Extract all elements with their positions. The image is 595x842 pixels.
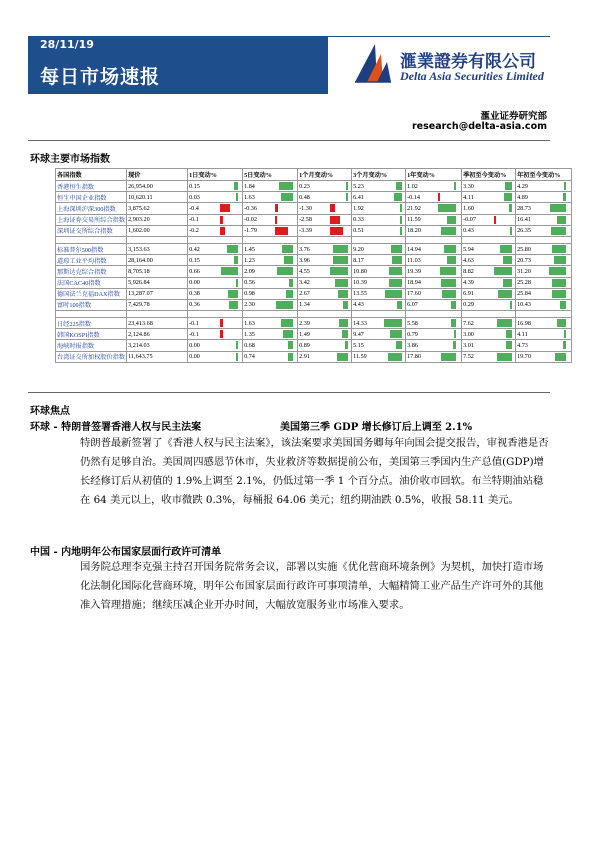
change-cell-m3: 10.39 <box>352 277 406 288</box>
positive-change-bar <box>564 182 566 190</box>
change-cell-qtd: 3.30 <box>462 181 516 192</box>
column-header: 5日变动% <box>243 169 298 181</box>
change-cell-d5: 2.09 <box>243 266 298 277</box>
group-spacer <box>56 236 572 243</box>
table-row <box>56 214 572 225</box>
change-cell-y1: 5.58 <box>406 318 462 329</box>
company-logo-icon <box>353 42 393 84</box>
negative-change-bar <box>330 216 340 224</box>
change-cell-qtd: 4.39 <box>462 277 516 288</box>
change-cell-qtd: 4.11 <box>462 192 516 203</box>
change-cell-ytd: 26.35 <box>516 225 572 236</box>
change-cell-qtd: 6.91 <box>462 288 516 299</box>
positive-change-bar <box>551 227 566 235</box>
change-cell-m1: -3.39 <box>298 225 352 236</box>
index-name: 那斯达克综合指数 <box>56 266 127 277</box>
change-cell-m3: 4.43 <box>352 299 406 310</box>
positive-change-bar <box>497 353 512 361</box>
change-cell-d1: 0.00 <box>188 277 243 288</box>
global-heading: 环球 - 特朗普签署香港人权与民主法案 <box>30 422 202 433</box>
change-cell-m3: 9.47 <box>352 329 406 340</box>
global-body: 特朗普最新签署了《香港人权与民主法案》，该法案要求美国国务卿每年向国会提交报告，审视香港是否仍然有足够自治。美国周四感恩节休市，失业救济等数据提前公布，美国第三季国内生产总值(GDP)增长经修订后从初值的 1.9%上调至 2.1%，仍低过第一季 1 个百分点。油价收市回软。布兰特期油站稳在 64 美元以上，收市微跌 0.3%，每桶报 64.06 美元；纽约期油跌 0.5%，收报 58.11 美元。 <box>80 437 549 506</box>
negative-change-bar <box>220 227 225 235</box>
positive-change-bar <box>441 279 456 287</box>
index-name: 韩国KOSPI指数 <box>56 329 127 340</box>
positive-change-bar <box>552 279 566 287</box>
change-cell-y1: 1.02 <box>406 181 462 192</box>
column-header: 现价 <box>127 169 188 181</box>
negative-change-bar <box>330 227 343 235</box>
positive-change-bar <box>236 279 238 287</box>
markets-title: 环球主要市场指数 <box>30 154 110 165</box>
negative-change-bar <box>220 204 230 212</box>
negative-change-bar <box>220 319 223 327</box>
index-name: 恒生中国企业指数 <box>56 192 127 203</box>
index-price: 10,620.11 <box>127 192 188 203</box>
change-cell-d1: 0.15 <box>188 181 243 192</box>
column-header: 1个月变动% <box>298 169 352 181</box>
change-cell-y1: -0.14 <box>406 192 462 203</box>
table-row <box>56 299 572 310</box>
positive-change-bar <box>510 227 512 235</box>
index-name: 深圳证交所综合指数 <box>56 225 127 236</box>
positive-change-bar <box>284 256 293 264</box>
change-cell-d5: 1.35 <box>243 329 298 340</box>
positive-change-bar <box>286 290 293 298</box>
change-cell-qtd: 3.00 <box>462 329 516 340</box>
positive-change-bar <box>343 301 348 309</box>
index-price: 8,705.18 <box>127 266 188 277</box>
index-price: 26,954.00 <box>127 181 188 192</box>
change-cell-qtd: 7.62 <box>462 318 516 329</box>
positive-change-bar <box>506 341 512 349</box>
report-header <box>28 36 550 94</box>
change-cell-ytd: 4.89 <box>516 192 572 203</box>
change-cell-y1: 17.80 <box>406 351 462 362</box>
positive-change-bar <box>563 193 566 201</box>
column-header: 1日变动% <box>188 169 243 181</box>
positive-change-bar <box>504 193 512 201</box>
index-name: 德国法兰克福DAX指数 <box>56 288 127 299</box>
positive-change-bar <box>288 353 294 361</box>
positive-change-bar <box>447 256 456 264</box>
change-cell-ytd: 25.28 <box>516 277 572 288</box>
change-cell-m3: 9.20 <box>352 243 406 254</box>
positive-change-bar <box>441 227 456 235</box>
positive-change-bar <box>236 193 238 201</box>
positive-change-bar <box>552 290 567 298</box>
change-cell-d1: 0.15 <box>188 255 243 266</box>
positive-change-bar <box>549 267 567 275</box>
positive-change-bar <box>234 256 238 264</box>
index-name: 道琼工业平均指数 <box>56 255 127 266</box>
group-spacer <box>56 311 572 318</box>
positive-change-bar <box>506 330 512 338</box>
positive-change-bar <box>441 353 456 361</box>
change-cell-m1: 3.76 <box>298 243 352 254</box>
research-dept: 滙业证券研究部 <box>480 111 547 122</box>
positive-change-bar <box>289 279 293 287</box>
index-name: 香港恒生指数 <box>56 181 127 192</box>
table-row <box>56 243 572 254</box>
index-name: 上海证券交易所综合指数 <box>56 214 127 225</box>
positive-change-bar <box>283 330 293 338</box>
index-price: 1,602.00 <box>127 225 188 236</box>
change-cell-qtd: -0.07 <box>462 214 516 225</box>
change-cell-ytd: 19.70 <box>516 351 572 362</box>
negative-change-bar <box>275 216 277 224</box>
change-cell-qtd: 3.01 <box>462 340 516 351</box>
positive-change-bar <box>503 256 512 264</box>
table-row <box>56 225 572 236</box>
change-cell-m1: 2.39 <box>298 318 352 329</box>
change-cell-d1: -0.1 <box>188 214 243 225</box>
index-name: 上海深圳沪深300指数 <box>56 203 127 214</box>
index-name: 日经225指数 <box>56 318 127 329</box>
positive-change-bar <box>389 267 402 275</box>
change-cell-m1: 1.34 <box>298 299 352 310</box>
change-cell-d1: -0.2 <box>188 225 243 236</box>
change-cell-y1: 11.59 <box>406 214 462 225</box>
change-cell-d5: 0.68 <box>243 340 298 351</box>
change-cell-qtd: 5.94 <box>462 243 516 254</box>
change-cell-m3: 6.41 <box>352 192 406 203</box>
change-cell-d1: 0.36 <box>188 299 243 310</box>
china-heading: 中国 - 内地明年公布国家层面行政许可清单 <box>30 547 222 558</box>
positive-change-bar <box>494 267 512 275</box>
positive-change-bar <box>563 341 566 349</box>
positive-change-bar <box>391 245 402 253</box>
positive-change-bar <box>282 245 293 253</box>
positive-change-bar <box>236 353 238 361</box>
positive-change-bar <box>510 301 512 309</box>
positive-change-bar <box>454 182 456 190</box>
report-title: 每日市场速报 <box>40 66 161 88</box>
negative-change-bar <box>220 330 223 338</box>
change-cell-y1: 14.94 <box>406 243 462 254</box>
change-cell-y1: 17.60 <box>406 288 462 299</box>
positive-change-bar <box>554 256 566 264</box>
change-cell-ytd: 25.84 <box>516 288 572 299</box>
change-cell-ytd: 16.98 <box>516 318 572 329</box>
market-index-table <box>55 168 572 363</box>
change-cell-ytd: 20.73 <box>516 255 572 266</box>
positive-change-bar <box>228 290 238 298</box>
positive-change-bar <box>557 216 566 224</box>
positive-change-bar <box>337 353 348 361</box>
positive-change-bar <box>500 245 512 253</box>
positive-change-bar <box>385 290 402 298</box>
change-cell-qtd: 0.43 <box>462 225 516 236</box>
positive-change-bar <box>505 182 512 190</box>
positive-change-bar <box>384 319 402 327</box>
positive-change-bar <box>397 301 402 309</box>
index-price: 23,413.68 <box>127 318 188 329</box>
change-cell-d5: 2.30 <box>243 299 298 310</box>
column-header: 1年变动% <box>406 169 462 181</box>
table-row <box>56 277 572 288</box>
change-cell-d5: 1.63 <box>243 192 298 203</box>
positive-change-bar <box>442 290 456 298</box>
china-body: 国务院总理李克强主持召开国务院常务会议，部署以实施《优化营商环境条例》为契机，加快打造市场化法制化国际化营商环境，明年公布国家层面行政许可事项清单，大幅精简工业产品生产许可外的其他准入管理措施；继续压减企业开办时间，大幅放宽服务业市场准入要求。 <box>80 561 544 611</box>
positive-change-bar <box>451 319 456 327</box>
change-cell-m1: -2.58 <box>298 214 352 225</box>
change-cell-m3: 10.80 <box>352 266 406 277</box>
positive-change-bar <box>288 341 293 349</box>
change-cell-ytd: 16.41 <box>516 214 572 225</box>
change-cell-m3: 13.55 <box>352 288 406 299</box>
positive-change-bar <box>552 245 567 253</box>
positive-change-bar <box>236 341 238 349</box>
change-cell-m1: 2.91 <box>298 351 352 362</box>
change-cell-m1: 0.89 <box>298 340 352 351</box>
positive-change-bar <box>330 267 348 275</box>
positive-change-bar <box>335 279 348 287</box>
positive-change-bar <box>281 319 293 327</box>
change-cell-m1: -1.30 <box>298 203 352 214</box>
change-cell-d5: 0.56 <box>243 277 298 288</box>
change-cell-qtd: 4.63 <box>462 255 516 266</box>
change-cell-y1: 0.79 <box>406 329 462 340</box>
change-cell-ytd: 4.11 <box>516 329 572 340</box>
positive-change-bar <box>550 204 566 212</box>
positive-change-bar <box>338 290 348 298</box>
column-header: 各国指数 <box>56 169 127 181</box>
change-cell-m3: 1.92 <box>352 203 406 214</box>
positive-change-bar <box>444 245 456 253</box>
positive-change-bar <box>346 193 348 201</box>
change-cell-m3: 14.33 <box>352 318 406 329</box>
positive-change-bar <box>440 267 456 275</box>
change-cell-d1: 0.66 <box>188 266 243 277</box>
index-name: 台湾证交所加权股价指数 <box>56 351 127 362</box>
index-price: 2,903.20 <box>127 214 188 225</box>
negative-change-bar <box>275 227 288 235</box>
positive-change-bar <box>392 256 402 264</box>
positive-change-bar <box>394 193 402 201</box>
positive-change-bar <box>277 267 293 275</box>
change-cell-m3: 0.33 <box>352 214 406 225</box>
positive-change-bar <box>451 301 456 309</box>
change-cell-d5: -0.02 <box>243 214 298 225</box>
divider <box>28 392 550 393</box>
positive-change-bar <box>389 279 402 287</box>
positive-change-bar <box>279 182 293 190</box>
change-cell-d5: 1.63 <box>243 318 298 329</box>
positive-change-bar <box>447 216 456 224</box>
change-cell-d5: 1.45 <box>243 243 298 254</box>
header-rule <box>328 36 550 37</box>
index-price: 3,875.62 <box>127 203 188 214</box>
positive-change-bar <box>497 319 512 327</box>
positive-change-bar <box>345 341 348 349</box>
column-header: 3个月变动% <box>352 169 406 181</box>
table-row <box>56 318 572 329</box>
positive-change-bar <box>400 216 402 224</box>
table-row <box>56 255 572 266</box>
negative-change-bar <box>494 216 496 224</box>
change-cell-m1: 3.42 <box>298 277 352 288</box>
focus-title: 环球焦点 <box>30 406 70 417</box>
positive-change-bar <box>560 301 566 309</box>
change-cell-m1: 1.49 <box>298 329 352 340</box>
change-cell-m3: 5.15 <box>352 340 406 351</box>
global-heading-gdp: 美国第三季 GDP 增长修订后上调至 2.1% <box>280 422 473 433</box>
change-cell-d1: -0.4 <box>188 203 243 214</box>
divider <box>28 140 550 141</box>
change-cell-d1: -0.1 <box>188 318 243 329</box>
table-row <box>56 181 572 192</box>
column-header: 年初至今变动% <box>516 169 572 181</box>
change-cell-m1: 3.96 <box>298 255 352 266</box>
index-price: 3,153.63 <box>127 243 188 254</box>
positive-change-bar <box>229 301 238 309</box>
index-price: 28,164.00 <box>127 255 188 266</box>
positive-change-bar <box>555 353 566 361</box>
index-price: 2,124.86 <box>127 329 188 340</box>
positive-change-bar <box>396 341 402 349</box>
index-name: 富时100指数 <box>56 299 127 310</box>
positive-change-bar <box>333 256 348 264</box>
positive-change-bar <box>276 301 293 309</box>
change-cell-qtd: 1.60 <box>462 203 516 214</box>
table-row <box>56 203 572 214</box>
column-header: 季初至今变动% <box>462 169 516 181</box>
negative-change-bar <box>330 204 335 212</box>
change-cell-m1: 0.48 <box>298 192 352 203</box>
change-cell-m1: 0.23 <box>298 181 352 192</box>
positive-change-bar <box>564 330 566 338</box>
positive-change-bar <box>498 290 512 298</box>
positive-change-bar <box>557 319 567 327</box>
change-cell-d1: 0.38 <box>188 288 243 299</box>
change-cell-m3: 11.59 <box>352 351 406 362</box>
change-cell-d5: 1.84 <box>243 181 298 192</box>
positive-change-bar <box>234 182 238 190</box>
report-date: 28/11/19 <box>40 38 94 51</box>
table-header-row <box>56 169 572 181</box>
change-cell-y1: 11.03 <box>406 255 462 266</box>
change-cell-d5: 0.98 <box>243 288 298 299</box>
change-cell-ytd: 31.20 <box>516 266 572 277</box>
positive-change-bar <box>333 245 348 253</box>
change-cell-ytd: 28.73 <box>516 203 572 214</box>
company-name-cn: 滙業證券有限公司 <box>400 52 536 72</box>
index-price: 11,643.75 <box>127 351 188 362</box>
positive-change-bar <box>400 227 402 235</box>
index-name: 法国CAC40指数 <box>56 277 127 288</box>
change-cell-y1: 18.20 <box>406 225 462 236</box>
positive-change-bar <box>509 204 512 212</box>
positive-change-bar <box>454 330 456 338</box>
change-cell-qtd: 8.82 <box>462 266 516 277</box>
positive-change-bar <box>227 245 238 253</box>
positive-change-bar <box>342 330 348 338</box>
change-cell-d5: -0.36 <box>243 203 298 214</box>
change-cell-ytd: 4.29 <box>516 181 572 192</box>
change-cell-y1: 21.92 <box>406 203 462 214</box>
index-price: 13,287.07 <box>127 288 188 299</box>
positive-change-bar <box>281 193 293 201</box>
positive-change-bar <box>346 182 348 190</box>
change-cell-ytd: 25.80 <box>516 243 572 254</box>
change-cell-d1: 0.42 <box>188 243 243 254</box>
table-row <box>56 329 572 340</box>
change-cell-m1: 4.55 <box>298 266 352 277</box>
positive-change-bar <box>453 341 456 349</box>
change-cell-qtd: 7.52 <box>462 351 516 362</box>
change-cell-m1: 2.67 <box>298 288 352 299</box>
negative-change-bar <box>438 193 440 201</box>
index-price: 5,926.84 <box>127 277 188 288</box>
change-cell-d1: -0.1 <box>188 329 243 340</box>
change-cell-d5: 0.74 <box>243 351 298 362</box>
table-row <box>56 288 572 299</box>
change-cell-d1: 0.00 <box>188 340 243 351</box>
change-cell-d5: 1.23 <box>243 255 298 266</box>
change-cell-y1: 19.39 <box>406 266 462 277</box>
change-cell-m3: 5.23 <box>352 181 406 192</box>
table-row <box>56 192 572 203</box>
positive-change-bar <box>390 330 402 338</box>
company-name-en: Delta Asia Securities Limited <box>400 69 544 83</box>
positive-change-bar <box>221 267 238 275</box>
negative-change-bar <box>275 204 278 212</box>
index-price: 3,214.03 <box>127 340 188 351</box>
change-cell-y1: 6.07 <box>406 299 462 310</box>
research-email[interactable]: research@delta-asia.com <box>411 121 547 132</box>
positive-change-bar <box>339 319 348 327</box>
positive-change-bar <box>388 353 402 361</box>
change-cell-d1: 0.00 <box>188 351 243 362</box>
negative-change-bar <box>220 216 223 224</box>
positive-change-bar <box>503 279 512 287</box>
change-cell-d5: -1.79 <box>243 225 298 236</box>
index-name: 标准普尔500指数 <box>56 243 127 254</box>
change-cell-m3: 8.17 <box>352 255 406 266</box>
index-price: 7,429.78 <box>127 299 188 310</box>
change-cell-y1: 3.86 <box>406 340 462 351</box>
change-cell-y1: 18.94 <box>406 277 462 288</box>
change-cell-m3: 0.51 <box>352 225 406 236</box>
index-name: 海峡时报指数 <box>56 340 127 351</box>
change-cell-ytd: 4.73 <box>516 340 572 351</box>
header-banner <box>28 36 328 94</box>
positive-change-bar <box>438 204 456 212</box>
table-row <box>56 340 572 351</box>
change-cell-qtd: 0.29 <box>462 299 516 310</box>
change-cell-d1: 0.03 <box>188 192 243 203</box>
change-cell-ytd: 10.43 <box>516 299 572 310</box>
table-row <box>56 266 572 277</box>
positive-change-bar <box>396 182 402 190</box>
table-row <box>56 351 572 362</box>
positive-change-bar <box>400 204 402 212</box>
